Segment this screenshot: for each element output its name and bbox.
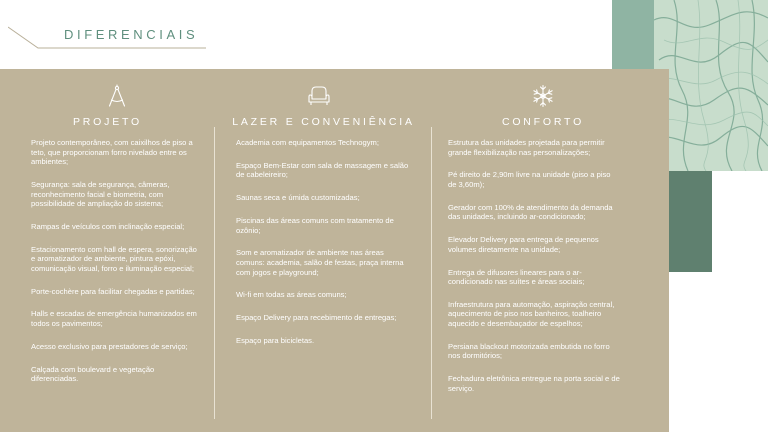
page-title: DIFERENCIAIS [64, 27, 199, 42]
column-title: LAZER E CONVENIÊNCIA [232, 116, 415, 128]
list-item: Elevador Delivery para entrega de pequenos volumes diretamente na unidade; [448, 235, 599, 254]
list-item: Halls e escadas de emergência humanizados em todos os pavimentos; [31, 309, 197, 329]
column-projeto [0, 69, 215, 432]
snowflake-icon [531, 84, 555, 108]
list-item: Segurança: sala de segurança, câmeras, reconhecimento facial e biometria, com possibilidade de ampliação do sistema; [31, 179, 170, 209]
list-item: Acesso exclusivo para prestadores de serviço; [31, 341, 188, 351]
list-item: Academia com equipamentos Technogym; [236, 138, 379, 147]
list-item: Saunas seca e úmida customizadas; [236, 193, 360, 203]
list-item: Calçada com boulevard e vegetação diferenciadas. [31, 364, 155, 384]
features-panel [0, 69, 669, 432]
feature-list [236, 138, 412, 359]
list-item: Wi-fi em todas as áreas comuns; [236, 290, 347, 300]
list-item: Pé direito de 2,90m livre na unidade (piso a piso de 3,60m); [448, 170, 611, 189]
list-item: Entrega de difusores lineares para o ar-condicionado nas suítes e áreas sociais; [448, 267, 585, 287]
list-item: Fechadura eletrônica entregue na porta social e de serviço. [448, 374, 620, 393]
decorative-green-strip [612, 0, 656, 70]
list-item: Espaço para bicicletas. [236, 335, 315, 345]
feature-list [448, 138, 621, 407]
list-item: Piscinas das áreas comuns com tratamento de ozônio; [236, 215, 394, 235]
feature-list [31, 138, 201, 397]
column-lazer [215, 69, 432, 432]
list-item: Espaço Bem-Estar com sala de massagem e salão de cabeleireiro; [236, 160, 409, 180]
list-item: Espaço Delivery para recebimento de entregas; [236, 313, 397, 323]
column-conforto [432, 69, 669, 432]
list-item: Gerador com 100% de atendimento da demanda das unidades, incluindo ar-condicionado; [448, 202, 613, 222]
list-item: Estacionamento com hall de espera, sonorização e aromatizador de ambiente, pintura epóxi, comunicação visual, forro e iluminação especial; [31, 244, 197, 273]
decorative-dark-green-block [669, 171, 712, 272]
decorative-marble-image [654, 0, 768, 171]
list-item: Porte-cochère para facilitar chegadas e partidas; [31, 286, 195, 296]
compass-icon [105, 84, 129, 108]
column-title: CONFORTO [501, 116, 585, 128]
list-item: Infraestrutura para automação, aspiração central, aquecimento de piso nos banheiros, toalheiro aquecido e desembaçador de espelhos; [448, 299, 615, 329]
list-item: Estrutura das unidades projetada para permitir grande flexibilização nas personalizações; [448, 138, 605, 157]
list-item: Rampas de veículos com inclinação especial; [31, 221, 185, 231]
armchair-icon [307, 84, 331, 108]
column-title: PROJETO [73, 116, 142, 128]
list-item: Projeto contemporâneo, com caixilhos de piso a teto, que proporcionam forro nivelado entre os ambientes; [31, 138, 193, 167]
list-item: Persiana blackout motorizada embutida no forro nos dormitórios; [448, 341, 610, 361]
list-item: Som e aromatizador de ambiente nas áreas comuns: academia, salão de festas, praça interna com jogos e playground; [236, 248, 404, 277]
